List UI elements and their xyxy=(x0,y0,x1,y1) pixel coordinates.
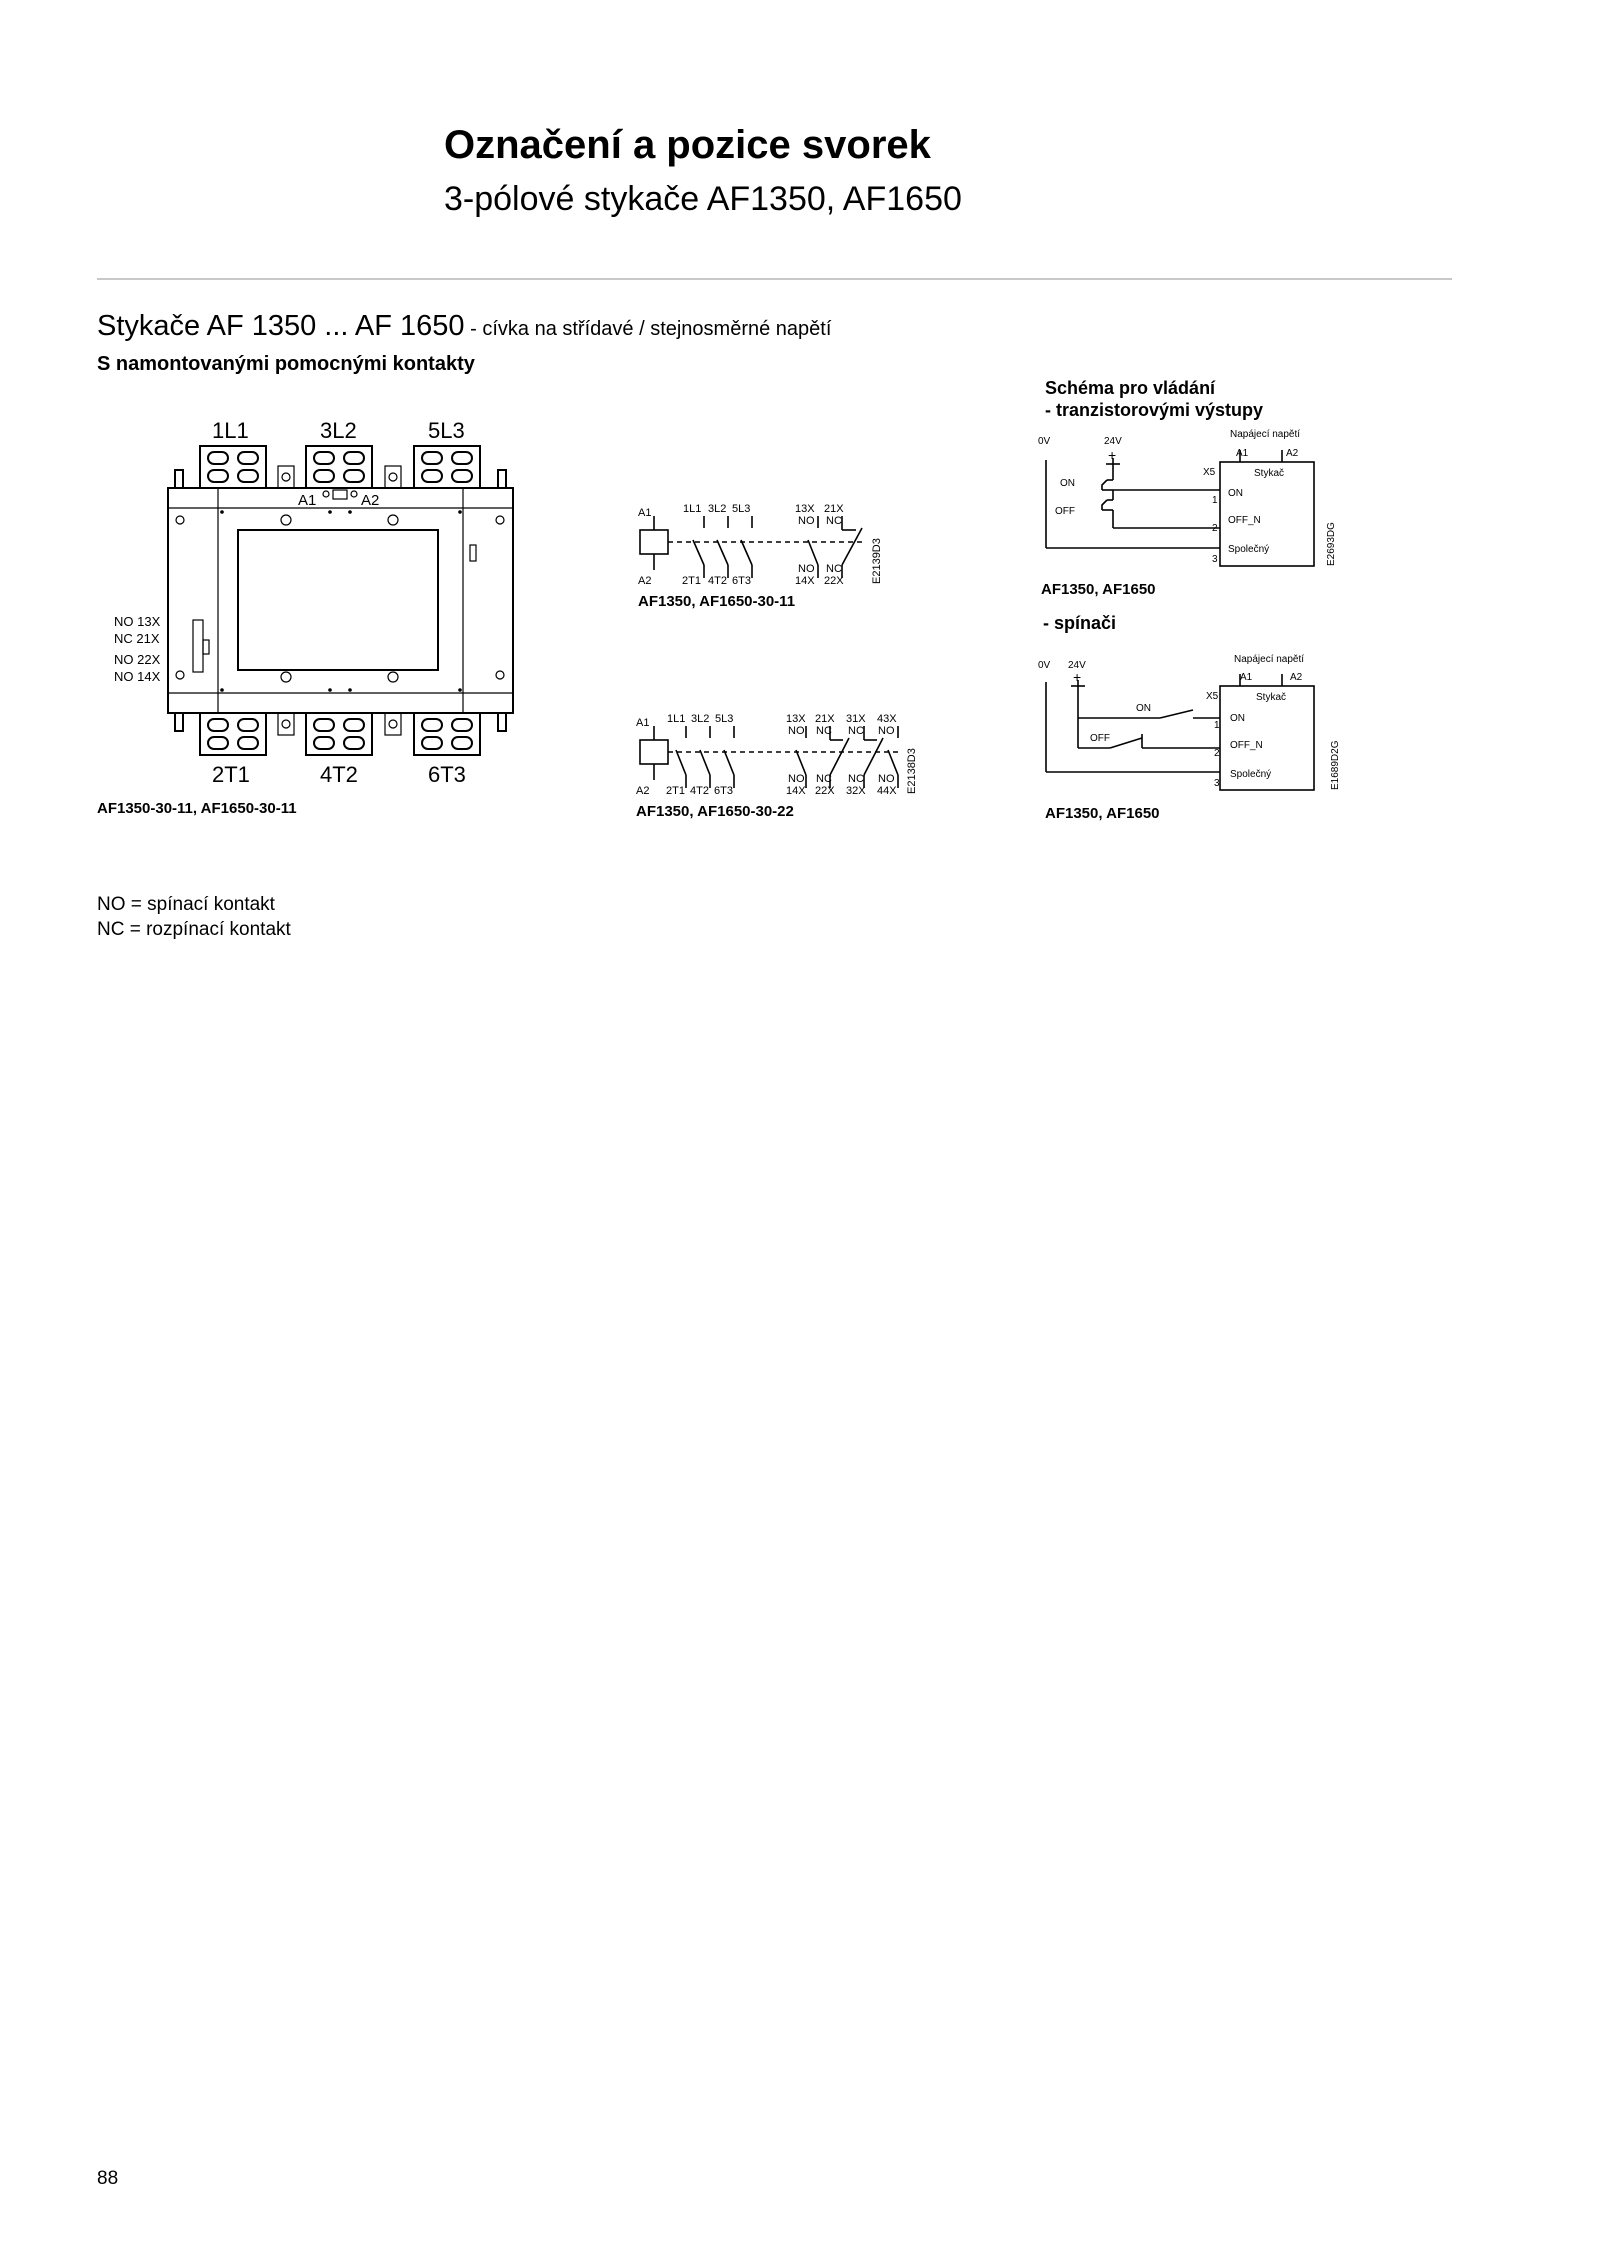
bottom-terminal-2: 4T2 xyxy=(320,762,358,787)
label-a2: A2 xyxy=(1286,448,1299,459)
coil-label-top: A1 xyxy=(636,717,650,729)
bottom-type-2: NC xyxy=(826,563,842,575)
box-common: Společný xyxy=(1228,544,1270,555)
coil-label-top: A1 xyxy=(638,507,652,519)
page-subtitle: 3-pólové stykače AF1350, AF1650 xyxy=(444,180,962,218)
section-subheading: S namontovanými pomocnými kontakty xyxy=(97,353,475,375)
drawing-code: E1689D2G xyxy=(1330,740,1341,790)
box-on: ON xyxy=(1228,488,1243,499)
control-switch-schematic xyxy=(1030,645,1350,795)
bottom-terminal-1: 2T1 xyxy=(212,762,250,787)
coil-label-bottom: A2 xyxy=(636,785,650,797)
drawing-caption: AF1350-30-11, AF1650-30-11 xyxy=(97,800,297,817)
label-x5: X5 xyxy=(1203,467,1216,478)
bottom-terminal-3: 6T3 xyxy=(428,762,466,787)
label-a2: A2 xyxy=(1290,672,1303,683)
coil-label-a2: A2 xyxy=(361,492,380,509)
top-type-3: NC xyxy=(848,725,864,737)
pin-3: 3 xyxy=(1212,554,1218,565)
pin-1: 1 xyxy=(1214,720,1220,731)
label-off: OFF xyxy=(1055,506,1075,517)
aux-label-3: NO 22X xyxy=(114,652,161,667)
legend-no: NO = spínací kontakt xyxy=(97,894,275,915)
header-divider xyxy=(97,278,1452,280)
bottom-label-2: 4T2 xyxy=(690,785,709,797)
control-switch-heading: - spínači xyxy=(1043,613,1117,633)
top-terminal-1: 1L1 xyxy=(212,418,249,443)
section-heading-small: - cívka na střídavé / stejnosměrné napětí xyxy=(464,318,832,340)
control-transistor-heading xyxy=(1045,377,1263,421)
label-supply: Napájecí napětí xyxy=(1234,654,1305,665)
aux-label-4: NO 14X xyxy=(114,669,161,684)
schematic-30-11 xyxy=(630,495,890,595)
top-type-1: NO xyxy=(788,725,805,737)
coil-label-bottom: A2 xyxy=(638,575,652,587)
top-label-5: 21X xyxy=(815,713,835,725)
drawing-code: E2138D3 xyxy=(906,748,918,794)
label-0v: 0V xyxy=(1038,660,1051,671)
page-number: 88 xyxy=(97,2168,119,2189)
top-type-4: NO xyxy=(878,725,895,737)
top-label-5: 21X xyxy=(824,503,844,515)
top-label-6: 31X xyxy=(846,713,866,725)
bottom-label-2: 4T2 xyxy=(708,575,727,587)
control-switch-caption: AF1350, AF1650 xyxy=(1045,805,1160,822)
schematic-30-22 xyxy=(630,705,920,805)
top-label-1: 1L1 xyxy=(667,713,686,725)
top-terminal-2: 3L2 xyxy=(320,418,357,443)
drawing-code: E2139D3 xyxy=(871,538,883,584)
bottom-label-1: 2T1 xyxy=(682,575,701,587)
bottom-type-3: NC xyxy=(848,773,864,785)
coil-label-a1: A1 xyxy=(298,492,317,509)
drawing-code: E2693DG xyxy=(1326,522,1337,566)
top-label-4: 13X xyxy=(786,713,806,725)
box-off: OFF_N xyxy=(1230,740,1263,751)
box-on: ON xyxy=(1230,713,1245,724)
aux-label-1: NO 13X xyxy=(114,614,161,629)
bottom-label-5: 22X xyxy=(815,785,835,797)
page-title: Označení a pozice svorek xyxy=(444,123,931,167)
legend-nc: NC = rozpínací kontakt xyxy=(97,919,291,940)
bottom-label-7: 44X xyxy=(877,785,897,797)
label-on: ON xyxy=(1060,478,1075,489)
label-a1: A1 xyxy=(1236,448,1249,459)
bottom-label-3: 6T3 xyxy=(732,575,751,587)
pin-2: 2 xyxy=(1212,523,1218,534)
box-off: OFF_N xyxy=(1228,515,1261,526)
heading-line-2: - tranzistorovými výstupy xyxy=(1045,400,1264,420)
pin-2: 2 xyxy=(1214,748,1220,759)
top-label-7: 43X xyxy=(877,713,897,725)
top-label-3: 5L3 xyxy=(715,713,734,725)
label-0v: 0V xyxy=(1038,436,1051,447)
bottom-type-1: NO xyxy=(798,563,815,575)
control-transistor-schematic xyxy=(1030,420,1350,570)
bottom-type-1: NO xyxy=(788,773,805,785)
top-label-2: 3L2 xyxy=(708,503,727,515)
box-title: Stykač xyxy=(1254,468,1285,479)
pin-1: 1 xyxy=(1212,495,1218,506)
legend xyxy=(97,892,291,942)
contactor-drawing xyxy=(100,410,530,810)
label-plus: + xyxy=(1108,447,1117,463)
top-label-1: 1L1 xyxy=(683,503,702,515)
top-type-2: NC xyxy=(816,725,832,737)
top-label-4: 13X xyxy=(795,503,815,515)
top-label-3: 5L3 xyxy=(732,503,751,515)
box-common: Společný xyxy=(1230,769,1272,780)
bottom-label-4: 14X xyxy=(795,575,815,587)
label-supply: Napájecí napětí xyxy=(1230,429,1301,440)
label-24v: 24V xyxy=(1104,436,1122,447)
label-plus: + xyxy=(1073,669,1082,685)
label-off: OFF xyxy=(1090,733,1110,744)
aux-label-2: NC 21X xyxy=(114,631,160,646)
top-type-1: NO xyxy=(798,515,815,527)
bottom-label-6: 32X xyxy=(846,785,866,797)
bottom-label-1: 2T1 xyxy=(666,785,685,797)
bottom-label-3: 6T3 xyxy=(714,785,733,797)
heading-line-1: Schéma pro vládání xyxy=(1045,378,1216,398)
schematic-30-11-caption: AF1350, AF1650-30-11 xyxy=(638,593,796,610)
label-24v: 24V xyxy=(1068,660,1086,671)
bottom-type-2: NC xyxy=(816,773,832,785)
section-heading-large: Stykače AF 1350 ... AF 1650 xyxy=(97,310,465,342)
top-type-2: NC xyxy=(826,515,842,527)
bottom-type-4: NO xyxy=(878,773,895,785)
label-a1: A1 xyxy=(1240,672,1253,683)
schematic-30-22-caption: AF1350, AF1650-30-22 xyxy=(636,803,794,820)
control-transistor-caption: AF1350, AF1650 xyxy=(1041,581,1156,598)
bottom-label-5: 22X xyxy=(824,575,844,587)
label-on: ON xyxy=(1136,703,1151,714)
pin-3: 3 xyxy=(1214,778,1220,789)
section-heading xyxy=(97,310,831,343)
top-terminal-3: 5L3 xyxy=(428,418,465,443)
bottom-label-4: 14X xyxy=(786,785,806,797)
label-x5: X5 xyxy=(1206,691,1219,702)
box-title: Stykač xyxy=(1256,692,1287,703)
top-label-2: 3L2 xyxy=(691,713,710,725)
